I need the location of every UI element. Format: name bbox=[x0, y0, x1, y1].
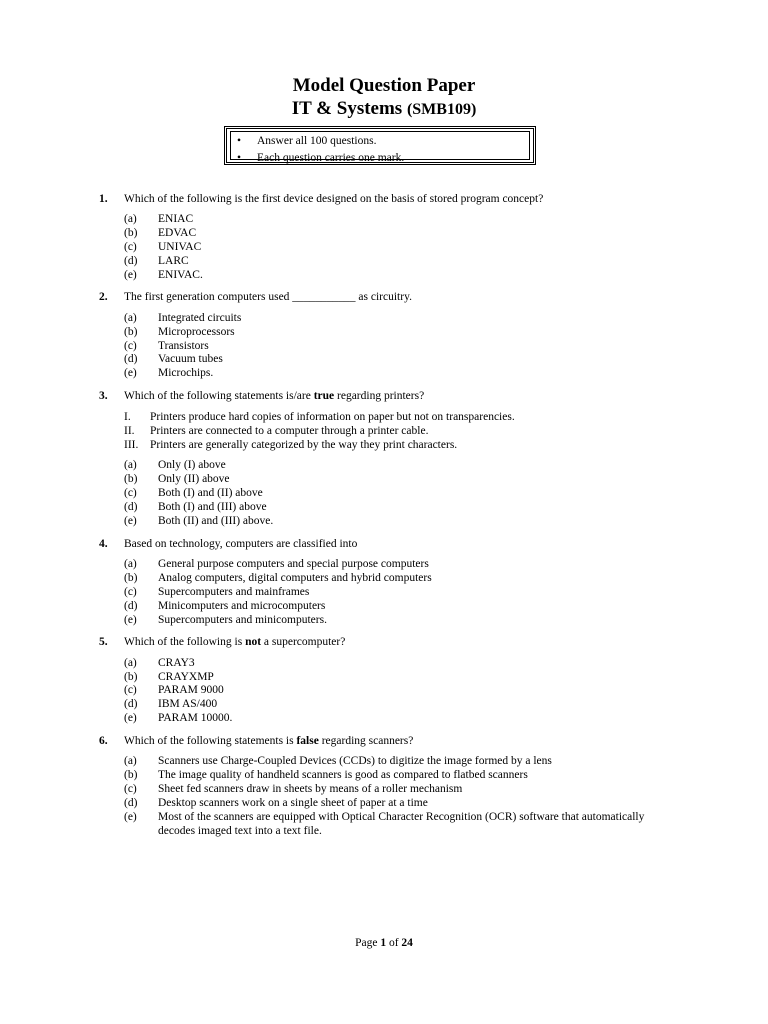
option-text: Both (I) and (II) above bbox=[158, 487, 263, 499]
option-label: (b) bbox=[124, 227, 138, 239]
instructions-inner-border bbox=[230, 131, 530, 164]
question-number: 6. bbox=[99, 735, 108, 747]
option-label: (c) bbox=[124, 586, 137, 598]
option-label: (e) bbox=[124, 367, 137, 379]
option-label: (b) bbox=[124, 326, 138, 338]
question-text: Based on technology, computers are classified into bbox=[124, 538, 358, 550]
question-text-part: regarding scanners? bbox=[318, 735, 414, 747]
option-text: Integrated circuits bbox=[158, 312, 242, 324]
option-label: (e) bbox=[124, 515, 137, 527]
current-page-number: 1 bbox=[380, 937, 387, 949]
question-text-part: Which of the following statements is bbox=[124, 735, 297, 747]
instructions-box bbox=[224, 126, 536, 165]
question-number: 1. bbox=[99, 193, 108, 205]
bullet-icon: • bbox=[237, 135, 242, 147]
option-label: (b) bbox=[124, 572, 138, 584]
option-label: (a) bbox=[124, 558, 137, 570]
option-label: (d) bbox=[124, 600, 138, 612]
subject-name: IT & Systems bbox=[291, 98, 403, 119]
option-label: (d) bbox=[124, 255, 138, 267]
option-label: (e) bbox=[124, 614, 137, 626]
footer-page-word: Page bbox=[355, 937, 381, 949]
option-label: (e) bbox=[124, 811, 137, 823]
question-emphasis: not bbox=[245, 636, 262, 648]
option-label: (a) bbox=[124, 657, 137, 669]
question-number: 5. bbox=[99, 636, 108, 648]
statement-text: Printers are connected to a computer through a printer cable. bbox=[150, 425, 429, 437]
question-text: Which of the following is the first device designed on the basis of stored program concept? bbox=[124, 193, 544, 205]
question-text bbox=[124, 389, 424, 403]
question-number: 3. bbox=[99, 390, 108, 402]
bullet-icon: • bbox=[237, 152, 242, 164]
option-label: (c) bbox=[124, 684, 137, 696]
option-label: (d) bbox=[124, 501, 138, 513]
option-text: PARAM 10000. bbox=[158, 712, 233, 724]
option-label: (d) bbox=[124, 353, 138, 365]
option-text: Desktop scanners work on a single sheet of paper at a time bbox=[158, 797, 428, 809]
option-text: Supercomputers and minicomputers. bbox=[158, 614, 327, 626]
option-text: The image quality of handheld scanners is good as compared to flatbed scanners bbox=[158, 769, 528, 781]
paper-subtitle bbox=[0, 97, 768, 122]
option-label: (c) bbox=[124, 241, 137, 253]
option-text: Only (I) above bbox=[158, 459, 226, 471]
subject-code: (SMB109) bbox=[406, 101, 477, 118]
statement-text: Printers produce hard copies of information on paper but not on transparencies. bbox=[150, 411, 515, 423]
option-text: CRAYXMP bbox=[158, 671, 214, 683]
option-label: (d) bbox=[124, 698, 138, 710]
question-text bbox=[124, 635, 345, 649]
option-text: Supercomputers and mainframes bbox=[158, 586, 310, 598]
question-text-part: Which of the following is bbox=[124, 636, 246, 648]
option-label: (c) bbox=[124, 340, 137, 352]
question-number: 2. bbox=[99, 291, 108, 303]
option-text: IBM AS/400 bbox=[158, 698, 218, 710]
question-text bbox=[124, 734, 413, 748]
option-text: Vacuum tubes bbox=[158, 353, 223, 365]
option-text: EDVAC bbox=[158, 227, 197, 239]
statement-label: II. bbox=[124, 425, 135, 437]
question-text-part: a supercomputer? bbox=[261, 636, 346, 648]
option-text: Minicomputers and microcomputers bbox=[158, 600, 326, 612]
option-text: Both (II) and (III) above. bbox=[158, 515, 274, 527]
option-text: LARC bbox=[158, 255, 189, 267]
option-text: ENIAC bbox=[158, 213, 194, 225]
option-label: (d) bbox=[124, 797, 138, 809]
option-label: (a) bbox=[124, 213, 137, 225]
option-label: (a) bbox=[124, 755, 137, 767]
option-label: (b) bbox=[124, 769, 138, 781]
option-label: (a) bbox=[124, 312, 137, 324]
option-text: Only (II) above bbox=[158, 473, 230, 485]
option-text: Both (I) and (III) above bbox=[158, 501, 267, 513]
question-text-part: Which of the following statements is/are bbox=[124, 390, 314, 402]
option-label: (c) bbox=[124, 487, 137, 499]
option-text: Transistors bbox=[158, 340, 209, 352]
instruction-item bbox=[237, 134, 376, 148]
option-label: (e) bbox=[124, 712, 137, 724]
option-text: Analog computers, digital computers and hybrid computers bbox=[158, 572, 432, 584]
question-emphasis: false bbox=[296, 735, 319, 747]
option-label: (a) bbox=[124, 459, 137, 471]
question-text: The first generation computers used ___________ as circuitry. bbox=[124, 291, 412, 303]
option-label: (c) bbox=[124, 783, 137, 795]
instruction-item bbox=[237, 151, 404, 165]
option-text: Microchips. bbox=[158, 367, 214, 379]
question-text-part: regarding printers? bbox=[334, 390, 425, 402]
page-footer bbox=[0, 936, 768, 950]
option-text: ENIVAC. bbox=[158, 269, 203, 281]
option-label: (b) bbox=[124, 671, 138, 683]
instruction-text: Each question carries one mark. bbox=[257, 152, 405, 164]
statement-text: Printers are generally categorized by the way they print characters. bbox=[150, 439, 458, 451]
option-text: General purpose computers and special purpose computers bbox=[158, 558, 429, 570]
option-text: CRAY3 bbox=[158, 657, 195, 669]
statement-label: I. bbox=[124, 411, 131, 423]
option-text: UNIVAC bbox=[158, 241, 202, 253]
instruction-text: Answer all 100 questions. bbox=[257, 135, 377, 147]
footer-of-word: of bbox=[386, 937, 402, 949]
option-text: PARAM 9000 bbox=[158, 684, 224, 696]
question-number: 4. bbox=[99, 538, 108, 550]
statement-label: III. bbox=[124, 439, 139, 451]
option-text: Microprocessors bbox=[158, 326, 235, 338]
question-emphasis: true bbox=[313, 390, 335, 402]
paper-title: Model Question Paper bbox=[292, 75, 476, 96]
option-label: (b) bbox=[124, 473, 138, 485]
option-text: Most of the scanners are equipped with Optical Character Recognition (OCR) software that automatically decodes imaged text into a text file. bbox=[158, 811, 645, 837]
total-page-count: 24 bbox=[401, 937, 413, 949]
option-label: (e) bbox=[124, 269, 137, 281]
option-text: Sheet fed scanners draw in sheets by means of a roller mechanism bbox=[158, 783, 463, 795]
option-text: Scanners use Charge-Coupled Devices (CCDs) to digitize the image formed by a lens bbox=[158, 755, 552, 767]
